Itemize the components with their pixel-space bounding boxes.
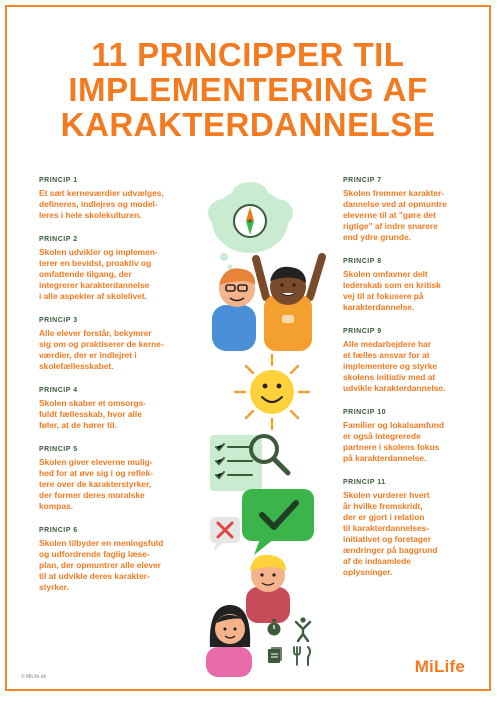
- principle-line: skolens initiativ med at: [343, 372, 436, 382]
- cutlery-icon: [294, 647, 310, 665]
- principle-line: styrker.: [39, 582, 69, 592]
- principle-heading: PRINCIP 9: [343, 328, 382, 335]
- title-line-2: IMPLEMENTERING AF: [68, 71, 428, 108]
- principle-line: og udfordrende faglig læse-: [39, 549, 150, 559]
- principle-line: integrerer karakterdannelse: [39, 280, 150, 290]
- principle-line: end ydre grunde.: [343, 232, 411, 242]
- principle-text: [39, 328, 209, 372]
- smiling-sun-icon: [235, 355, 309, 429]
- principle-line: defineres, indlejres og model-: [39, 199, 158, 209]
- title-line-1: 11 PRINCIPPER TIL: [91, 36, 405, 73]
- copyright-text: © MiLife.dk: [21, 674, 47, 680]
- kid-with-glasses-icon: [212, 268, 256, 351]
- principle-line: initiativet og foretager: [343, 534, 431, 544]
- principle-text: [39, 398, 209, 431]
- principle-line: til at udvikle deres karakter-: [39, 571, 150, 581]
- blond-boy-icon: [246, 555, 290, 623]
- principle-line: der former deres moralske: [39, 490, 145, 500]
- principle-heading: PRINCIP 11: [343, 479, 386, 486]
- principle-line: lederskab som en kritisk: [343, 280, 441, 290]
- girl-icon: [206, 605, 252, 677]
- check-bubble-icon: [242, 489, 314, 555]
- book-icon: [268, 647, 282, 663]
- principle-heading: PRINCIP 3: [39, 317, 78, 324]
- principle-7: [343, 177, 483, 243]
- principle-heading: PRINCIP 4: [39, 387, 78, 394]
- principle-line: udvikle karakterdannelse.: [343, 383, 446, 393]
- principle-text: [39, 538, 209, 593]
- principle-line: vej til at fokusere på: [343, 291, 424, 301]
- principle-line: i alle aspekter af skolelivet.: [39, 291, 148, 301]
- principle-line: er også integrerede: [343, 431, 421, 441]
- principle-line: til karakterdannelses-: [343, 523, 430, 533]
- principle-text: [343, 339, 483, 394]
- left-principles: [39, 177, 209, 608]
- principle-text: [39, 457, 209, 512]
- principle-line: år hvilke fremskridt,: [343, 501, 423, 511]
- principle-line: Skolen fremmer karakter-: [343, 188, 445, 198]
- principle-line: Skolen giver eleverne mulig-: [39, 457, 153, 467]
- illustration: [202, 177, 342, 677]
- principle-8: [343, 258, 483, 313]
- principle-line: karakterdannelse.: [343, 302, 415, 312]
- principle-line: implementere og styrke: [343, 361, 438, 371]
- principle-heading: PRINCIP 5: [39, 446, 78, 453]
- principle-line: sig om og praktiserer de kerne-: [39, 339, 164, 349]
- principle-5: [39, 446, 209, 512]
- principle-line: Skolen tilbyder en meningsfuld: [39, 538, 164, 548]
- principle-line: Alle medarbejdere har: [343, 339, 431, 349]
- principle-line: tere over de karakterstyrker,: [39, 479, 152, 489]
- principle-4: [39, 387, 209, 431]
- principle-line: ændringer på baggrund: [343, 545, 438, 555]
- principle-line: på karakterdannelse.: [343, 453, 427, 463]
- principle-text: [39, 188, 209, 221]
- principle-line: skolefællesskabet.: [39, 361, 114, 371]
- principle-line: Skolen omfavner delt: [343, 269, 428, 279]
- principle-line: Skolen skaber et omsorgs-: [39, 398, 147, 408]
- principle-6: [39, 527, 209, 593]
- principle-heading: PRINCIP 6: [39, 527, 78, 534]
- principle-3: [39, 317, 209, 372]
- principle-11: [343, 479, 483, 578]
- principle-line: plan, der opmuntrer alle elever: [39, 560, 161, 570]
- principle-text: [343, 490, 483, 578]
- principle-line: Skolen udvikler og implemen-: [39, 247, 158, 257]
- principle-1: [39, 177, 209, 221]
- principle-10: [343, 409, 483, 464]
- cross-bubble-icon: [210, 517, 240, 551]
- principle-text: [39, 247, 209, 302]
- kid-arms-up-icon: [256, 257, 322, 351]
- title-line-3: KARAKTERDANNELSE: [60, 106, 436, 143]
- compass-icon: [234, 205, 266, 237]
- principle-line: Et sæt kerneværdier udvælges,: [39, 188, 164, 198]
- principle-text: [343, 420, 483, 464]
- principle-line: fuldt fællesskab, hvor alle: [39, 409, 142, 419]
- principle-line: omfattende tilgang, der: [39, 269, 132, 279]
- principle-line: et fælles ansvar for at: [343, 350, 430, 360]
- person-jumping-icon: [296, 617, 310, 641]
- principle-text: [343, 269, 483, 313]
- principle-line: partnere i skolens fokus: [343, 442, 440, 452]
- poster-title: [7, 37, 489, 142]
- principle-line: af de indsamlede: [343, 556, 411, 566]
- principle-heading: PRINCIP 7: [343, 177, 382, 184]
- principle-line: oplysninger.: [343, 567, 393, 577]
- principle-line: Skolen vurderer hvert: [343, 490, 430, 500]
- principle-9: [343, 328, 483, 394]
- principle-line: der er gjort i relation: [343, 512, 425, 522]
- principle-line: terer en bevidst, proaktiv og: [39, 258, 152, 268]
- principle-heading: PRINCIP 2: [39, 236, 78, 243]
- principle-line: Familier og lokalsamfund: [343, 420, 444, 430]
- principle-line: Alle elever forstår, bekymrer: [39, 328, 152, 338]
- principle-heading: PRINCIP 10: [343, 409, 386, 416]
- milife-logo: MiLife: [414, 657, 465, 676]
- right-principles: [343, 177, 483, 593]
- poster: [5, 5, 491, 691]
- principle-line: dannelse ved at opmuntre: [343, 199, 447, 209]
- principle-heading: PRINCIP 8: [343, 258, 382, 265]
- principle-text: [343, 188, 483, 243]
- principle-line: rigtige" af indre snarere: [343, 221, 438, 231]
- principle-2: [39, 236, 209, 302]
- principle-line: eleverne til at "gøre det: [343, 210, 436, 220]
- principle-line: værdier, der er indlejret i: [39, 350, 137, 360]
- principle-line: føler, at de hører til.: [39, 420, 117, 430]
- principle-line: kompas.: [39, 501, 73, 511]
- principle-line: hed for at øve sig i og reflek-: [39, 468, 154, 478]
- principle-line: leres i hele skolekulturen.: [39, 210, 142, 220]
- principle-heading: PRINCIP 1: [39, 177, 78, 184]
